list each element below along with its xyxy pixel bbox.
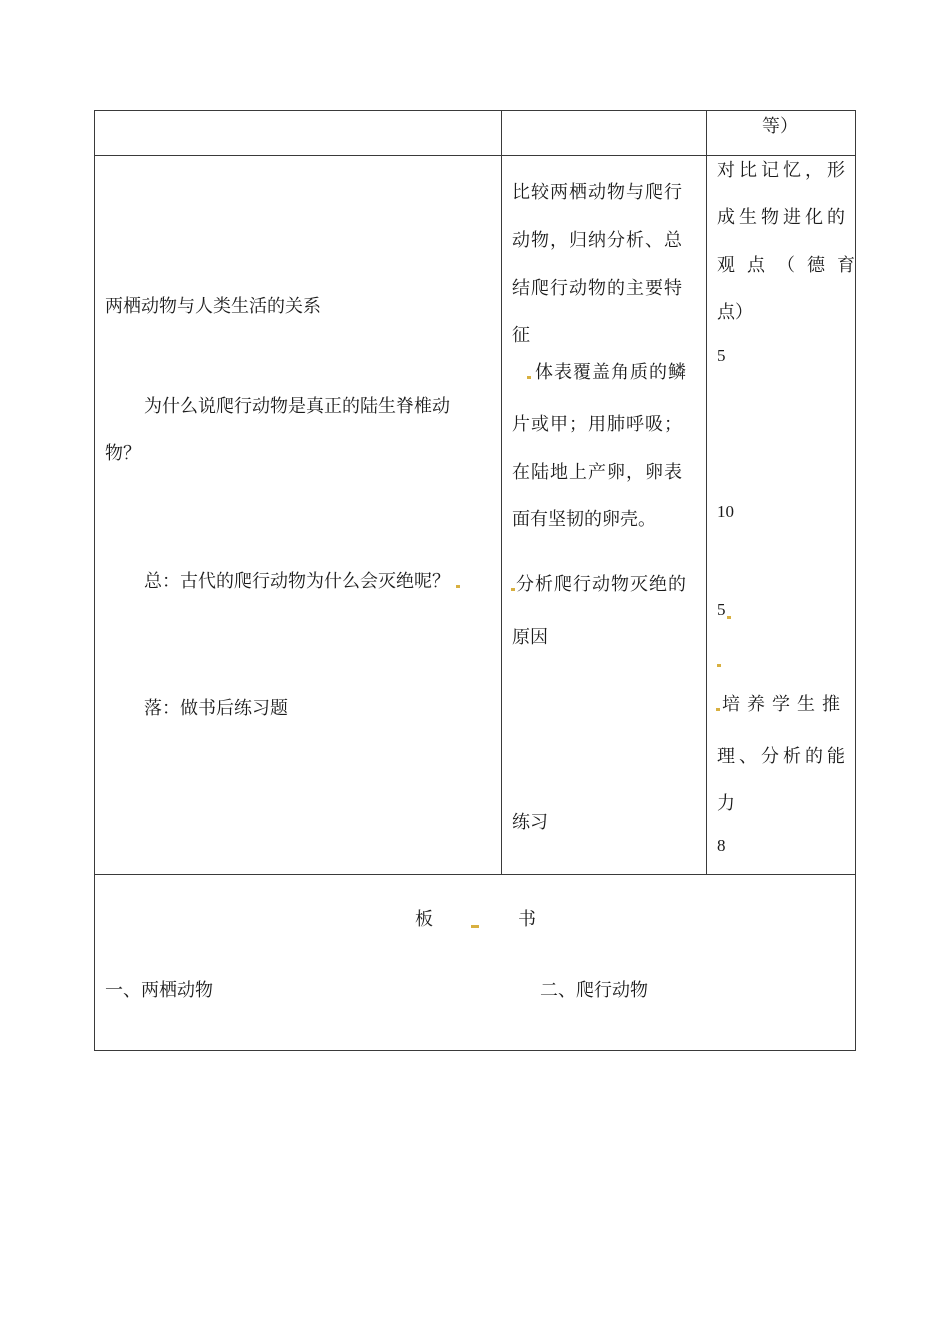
- col2-line-7: 在陆地上产卵，卵表: [512, 462, 683, 483]
- col1-line-2: [144, 398, 450, 416]
- col1-line-3: 物？: [105, 443, 141, 464]
- col2-line-1: 比较两栖动物与爬行: [512, 182, 683, 203]
- row-divider-1: [94, 155, 856, 156]
- col1-line-1-text: 两栖动物与人类生活的关系: [105, 296, 321, 317]
- col3-line-5: [715, 696, 847, 714]
- col1-line-1: [105, 298, 321, 316]
- board-item-1: 一、两栖动物: [105, 980, 213, 1001]
- row-divider-2: [94, 874, 856, 875]
- col2-line-3: 结爬行动物的主要特: [512, 278, 683, 299]
- highlight-mark: [456, 585, 460, 588]
- col3-number-4: 8: [717, 836, 726, 855]
- row1-col3-text: 等）: [762, 116, 798, 137]
- col3-line-1: 对比记忆，形: [717, 160, 849, 181]
- col2-line-8: 面有坚韧的卵壳。: [512, 509, 656, 530]
- col3-number-2: 10: [717, 502, 734, 521]
- highlight-mark: [716, 708, 720, 711]
- column-divider-2: [706, 110, 707, 875]
- highlight-mark: [471, 925, 479, 928]
- col3-number-3: [717, 601, 732, 619]
- col3-line-5-text: 培养学生推: [722, 694, 847, 715]
- board-title-right: 书: [518, 909, 536, 930]
- col2-line-11: 练习: [512, 812, 548, 833]
- col3-line-3: 观点（德育: [717, 255, 867, 276]
- col2-line-4: 征: [512, 325, 530, 346]
- col2-line-9: [510, 576, 687, 594]
- col3-line-6: 理、分析的能: [717, 746, 849, 767]
- col2-line-6: 片或甲；用肺呼吸；: [512, 414, 683, 435]
- highlight-mark: [727, 616, 731, 619]
- highlight-mark: [717, 664, 721, 667]
- col2-line-5-text: 体表覆盖角质的鳞: [535, 362, 687, 383]
- col3-number-1: 5: [717, 346, 726, 365]
- col1-line-4: [144, 573, 461, 591]
- col1-line-2-text: 为什么说爬行动物是真正的陆生脊椎动: [144, 396, 450, 417]
- col3-line-7: 力: [717, 793, 735, 814]
- col2-line-5: [526, 364, 687, 382]
- board-item-2: 二、爬行动物: [540, 980, 648, 1001]
- col1-line-5: 落：做书后练习题: [144, 698, 288, 719]
- board-title-left: 板: [415, 909, 433, 930]
- highlight-mark: [511, 588, 515, 591]
- col3-line-2: 成生物进化的: [717, 207, 849, 228]
- col3-line-4: 点）: [717, 302, 753, 323]
- col2-line-2: 动物，归纳分析、总: [512, 230, 683, 251]
- col2-line-9-text: 分析爬行动物灭绝的: [516, 574, 687, 595]
- col2-line-10: 原因: [512, 627, 548, 648]
- col3-number-3-text: 5: [717, 600, 726, 619]
- highlight-mark: [527, 376, 531, 379]
- col1-line-4-text: 总：古代的爬行动物为什么会灭绝呢？: [144, 571, 450, 592]
- column-divider-1: [501, 110, 502, 875]
